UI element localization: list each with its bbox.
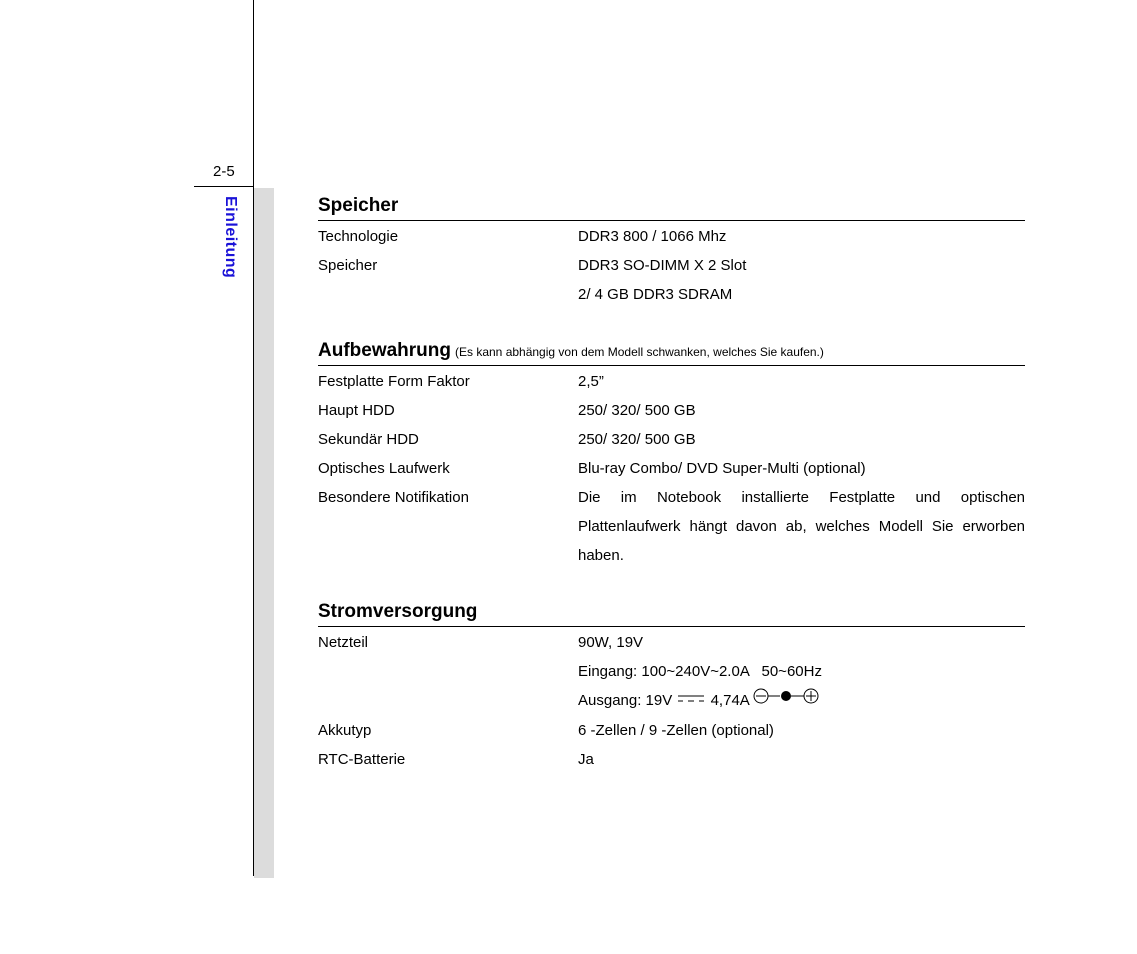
spec-value — [578, 251, 1025, 309]
section-title: Aufbewahrung — [318, 340, 451, 361]
spec-label: Speicher — [318, 257, 378, 274]
spec-value-line-output — [578, 686, 1025, 716]
spec-label: Haupt HDD — [318, 402, 395, 419]
spec-row-besondere-notifikation — [318, 483, 1025, 570]
section-note: (Es kann abhängig von dem Modell schwanken, welches Sie kaufen.) — [455, 345, 824, 359]
spec-row-speicher — [318, 251, 1025, 309]
section-speicher — [318, 193, 1025, 309]
spec-row-technologie — [318, 222, 1025, 251]
section-aufbewahrung — [318, 338, 1025, 570]
spec-rows — [318, 627, 1025, 774]
spec-value-line: Blu-ray Combo/ DVD Super-Multi (optional) — [578, 460, 866, 477]
section-title: Speicher — [318, 195, 399, 216]
spec-value — [578, 425, 1025, 454]
spec-value — [578, 222, 1025, 251]
spec-label: Technologie — [318, 228, 399, 245]
spec-label: Akkutyp — [318, 721, 372, 739]
spec-value-line: DDR3 800 / 1066 Mhz — [578, 228, 727, 245]
output-current-text: 4,74A — [710, 692, 749, 709]
spec-value — [578, 367, 1025, 396]
spec-value-line: DDR3 SO-DIMM X 2 Slot — [578, 257, 747, 274]
spec-value-line: 6 -Zellen / 9 -Zellen (optional) — [578, 721, 774, 739]
spec-rows — [318, 221, 1025, 309]
spec-row-form-faktor — [318, 367, 1025, 396]
spec-value-line: 2,5” — [578, 373, 604, 390]
spec-row-haupt-hdd — [318, 396, 1025, 425]
spec-row-netzteil — [318, 628, 1025, 716]
spec-value-line: Ja — [578, 750, 594, 768]
spec-row-akkutyp — [318, 716, 1025, 745]
section-header — [318, 599, 1025, 627]
spec-value-line: Eingang: 100~240V~2.0A 50~60Hz — [578, 663, 822, 680]
dc-symbol-icon — [676, 686, 706, 715]
output-voltage-text: Ausgang: 19V — [578, 692, 673, 709]
spec-value-line: 250/ 320/ 500 GB — [578, 402, 696, 419]
spec-value — [578, 716, 1025, 745]
spec-label: Festplatte Form Faktor — [318, 373, 470, 390]
spec-value — [578, 396, 1025, 425]
spec-value-line: 250/ 320/ 500 GB — [578, 431, 696, 448]
spec-label: RTC-Batterie — [318, 750, 406, 768]
section-header — [318, 338, 1025, 366]
chapter-sidebar-band — [254, 188, 274, 878]
spec-label: Sekundär HDD — [318, 431, 419, 448]
spec-label: Optisches Laufwerk — [318, 460, 450, 477]
section-stromversorgung — [318, 599, 1025, 774]
page-number-rule — [194, 186, 254, 187]
spec-row-optisches-laufwerk — [318, 454, 1025, 483]
chapter-label: Einleitung — [222, 196, 239, 279]
spec-content — [318, 193, 1025, 803]
spec-rows — [318, 366, 1025, 570]
spec-value-paragraph: Die im Notebook installierte Festplatte und optischen Plattenlaufwerk hängt davon ab, welches Modell Sie erworben haben. — [578, 489, 1025, 564]
spec-value-line: 90W, 19V — [578, 634, 644, 651]
spec-value — [578, 745, 1025, 774]
section-header — [318, 193, 1025, 221]
page-number: 2-5 — [213, 163, 235, 180]
spec-label: Netzteil — [318, 634, 369, 651]
spec-value-line: 2/ 4 GB DDR3 SDRAM — [578, 286, 733, 303]
polarity-symbol-icon — [753, 686, 821, 715]
spec-row-sekundaer-hdd — [318, 425, 1025, 454]
spec-value — [578, 628, 1025, 716]
spec-row-rtc-batterie — [318, 745, 1025, 774]
spec-label: Besondere Notifikation — [318, 489, 469, 506]
spec-value — [578, 454, 1025, 483]
section-title: Stromversorgung — [318, 601, 478, 622]
